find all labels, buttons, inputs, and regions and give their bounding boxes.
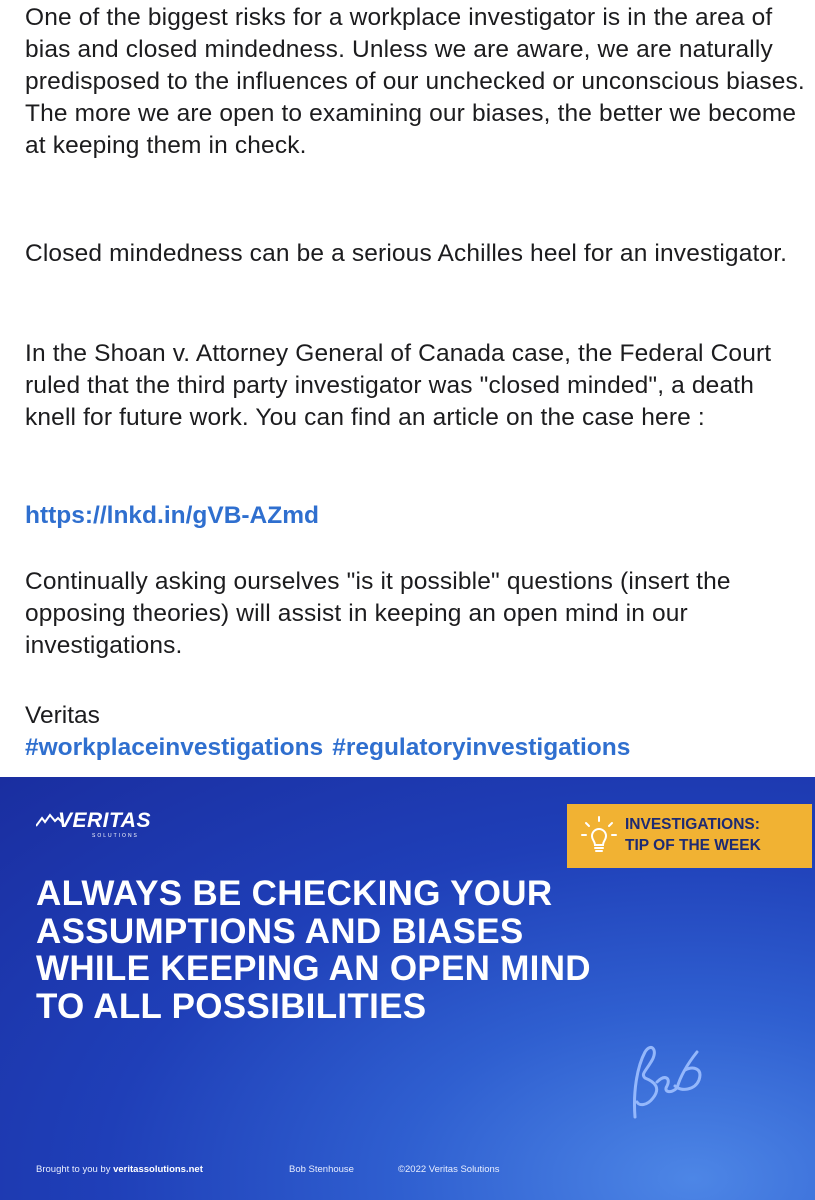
post-signoff: Veritas xyxy=(25,702,100,729)
tip-label-line: TIP OF THE WEEK xyxy=(625,837,761,854)
hashtag-list xyxy=(25,732,639,764)
post-paragraph: Closed mindedness can be a serious Achilles heel for an investigator. xyxy=(25,240,788,267)
signature xyxy=(615,1022,725,1132)
tip-of-the-week-badge xyxy=(567,804,812,868)
footer-author: Bob Stenhouse xyxy=(289,1164,354,1175)
footer-prefix: Brought to you by xyxy=(36,1164,114,1175)
article-link[interactable]: https://lnkd.in/gVB-AZmd xyxy=(25,502,319,529)
tip-label xyxy=(625,814,761,856)
hashtag-link[interactable]: #regulatoryinvestigations xyxy=(332,734,631,761)
tip-card-image[interactable] xyxy=(0,777,815,1200)
footer-copyright: ©2022 Veritas Solutions xyxy=(398,1164,500,1175)
post-paragraph: One of the biggest risks for a workplace investigator is in the area of bias and closed mindedness. Unless we are aware, we are naturally predisposed to the influences of our unchecked or unconscious biases. The more we are open to examining our biases, the better we become at keeping them in check. xyxy=(25,4,805,159)
card-headline: ALWAYS BE CHECKING YOUR ASSUMPTIONS AND BIASES WHILE KEEPING AN OPEN MIND TO ALL POSSIBILITIES xyxy=(36,874,591,1026)
lightbulb-icon xyxy=(581,816,617,856)
logo-wordmark: VERITAS xyxy=(58,809,151,832)
tip-label-line: INVESTIGATIONS: xyxy=(625,816,760,833)
hashtag-link[interactable]: #workplaceinvestigations xyxy=(25,734,324,761)
footer-credit xyxy=(36,1164,203,1175)
post-paragraph: In the Shoan v. Attorney General of Canada case, the Federal Court ruled that the third party investigator was "closed minded", a death knell for future work. You can find an article on the case here : xyxy=(25,340,772,431)
footer-website: veritassolutions.net xyxy=(113,1164,203,1175)
logo-subtext: SOLUTIONS xyxy=(92,833,139,839)
post-paragraph: Continually asking ourselves "is it possible" questions (insert the opposing theories) will assist in keeping an open mind in our investigations. xyxy=(25,568,731,659)
